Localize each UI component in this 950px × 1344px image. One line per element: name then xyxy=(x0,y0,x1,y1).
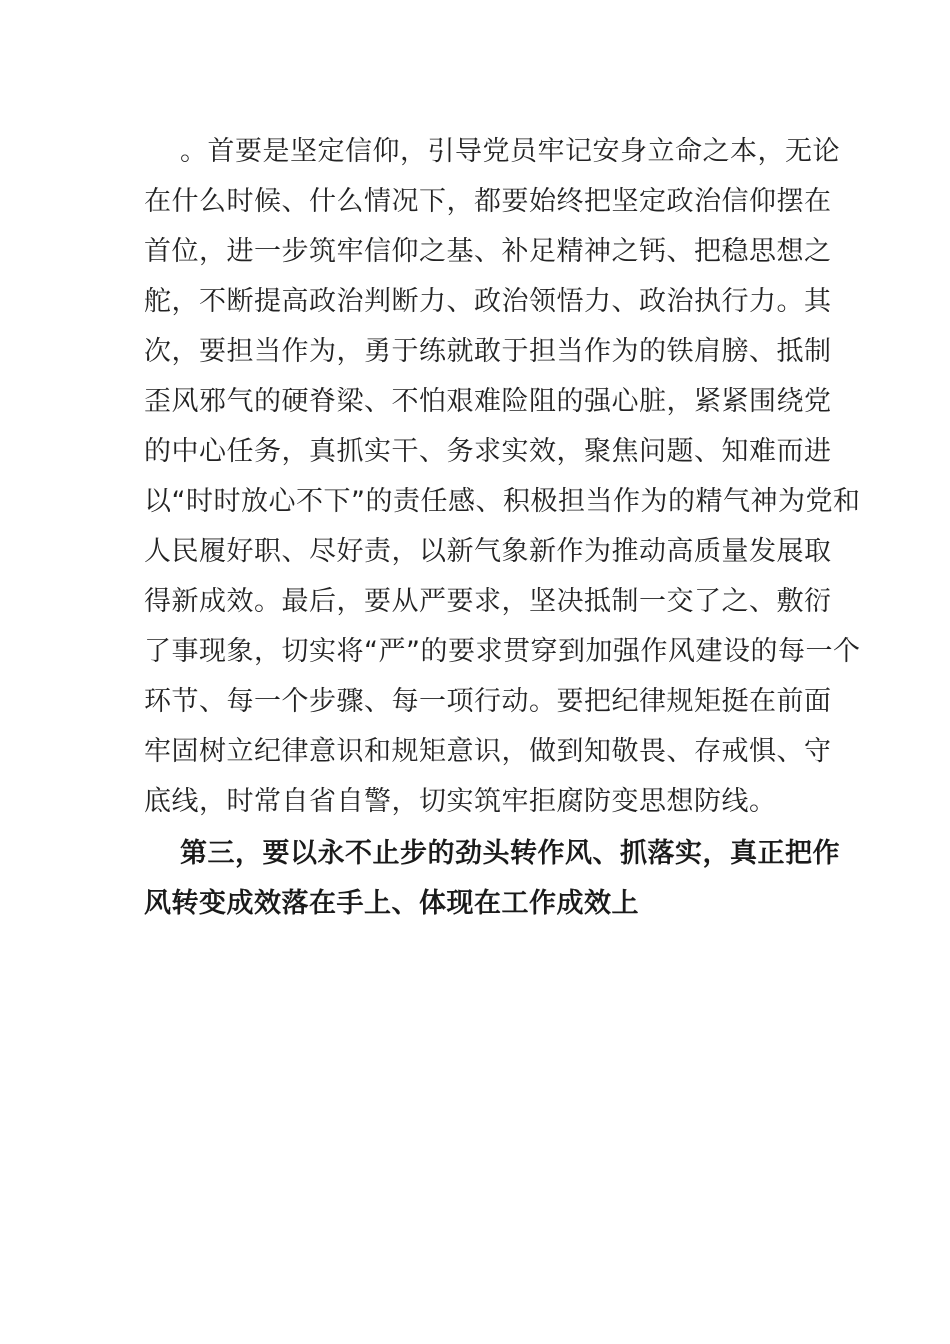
paragraph-line: 了事现象，切实将“严”的要求贯穿到加强作风建设的每一个 xyxy=(144,636,861,667)
paragraph-line: 次，要担当作为，勇于练就敢于担当作为的铁肩膀、抵制 xyxy=(144,336,832,367)
paragraph-line: 人民履好职、尽好责，以新气象新作为推动高质量发展取 xyxy=(144,536,832,567)
paragraph-line: 。首要是坚定信仰，引导党员牢记安身立命之本，无论 xyxy=(180,136,840,167)
paragraph-line: 首位，进一步筑牢信仰之基、补足精神之钙、把稳思想之 xyxy=(144,236,832,267)
section-heading xyxy=(144,829,840,929)
body-paragraph xyxy=(144,127,861,827)
paragraph-line: 在什么时候、什么情况下，都要始终把坚定政治信仰摆在 xyxy=(144,186,832,217)
paragraph-line: 牢固树立纪律意识和规矩意识，做到知敬畏、存戒惧、守 xyxy=(144,736,832,767)
paragraph-line: 以“时时放心不下”的责任感、积极担当作为的精气神为党和 xyxy=(144,486,861,517)
heading-line: 风转变成效落在手上、体现在工作成效上 xyxy=(144,888,639,919)
paragraph-line: 歪风邪气的硬脊梁、不怕艰难险阻的强心脏，紧紧围绕党 xyxy=(144,386,832,417)
paragraph-line: 得新成效。最后，要从严要求，坚决抵制一交了之、敷衍 xyxy=(144,586,832,617)
paragraph-line: 的中心任务，真抓实干、务求实效，聚焦问题、知难而进 xyxy=(144,436,832,467)
heading-line: 第三，要以永不止步的劲头转作风、抓落实，真正把作 xyxy=(180,838,840,869)
document-body xyxy=(144,127,861,929)
paragraph-line: 底线，时常自省自警，切实筑牢拒腐防变思想防线。 xyxy=(144,786,777,817)
paragraph-line: 舵，不断提高政治判断力、政治领悟力、政治执行力。其 xyxy=(144,286,832,317)
paragraph-line: 环节、每一个步骤、每一项行动。要把纪律规矩挺在前面 xyxy=(144,686,832,717)
